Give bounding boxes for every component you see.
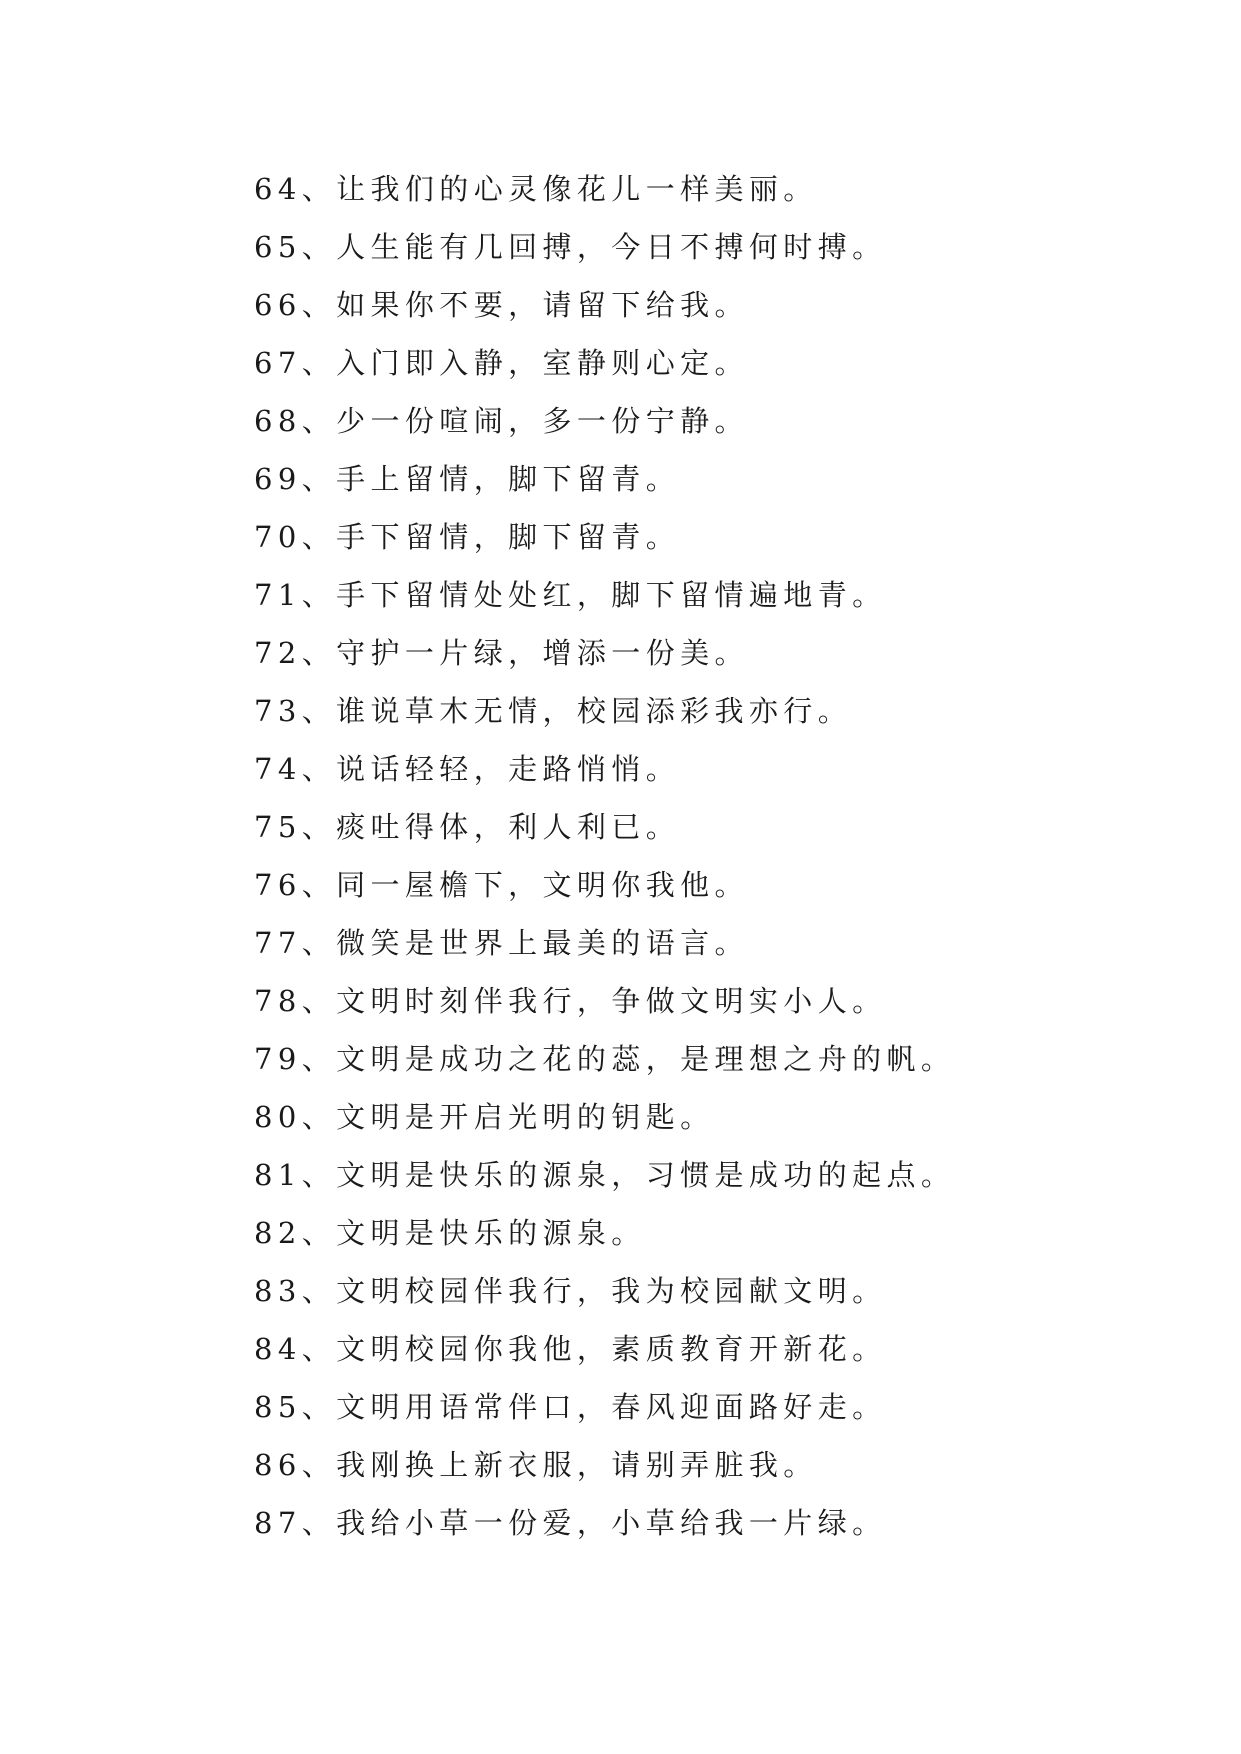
list-item: 66、如果你不要，请留下给我。: [254, 288, 749, 322]
list-item: 65、人生能有几回搏，今日不搏何时搏。: [254, 230, 887, 264]
list-item: 72、守护一片绿，增添一份美。: [254, 636, 749, 670]
list-item: 87、我给小草一份爱，小草给我一片绿。: [254, 1506, 887, 1540]
list-item: 86、我刚换上新衣服，请别弄脏我。: [254, 1448, 818, 1482]
list-item: 83、文明校园伴我行，我为校园献文明。: [254, 1274, 887, 1308]
list-item: 81、文明是快乐的源泉，习惯是成功的起点。: [254, 1158, 956, 1192]
list-item: 70、手下留情，脚下留青。: [254, 520, 681, 554]
list-item: 69、手上留情，脚下留青。: [254, 462, 681, 496]
list-item: 73、谁说草木无情，校园添彩我亦行。: [254, 694, 853, 728]
list-item: 80、文明是开启光明的钥匙。: [254, 1100, 715, 1134]
list-item: 82、文明是快乐的源泉。: [254, 1216, 646, 1250]
list-item: 67、入门即入静，室静则心定。: [254, 346, 749, 380]
list-item: 84、文明校园你我他，素质教育开新花。: [254, 1332, 887, 1366]
list-item: 77、微笑是世界上最美的语言。: [254, 926, 749, 960]
slogan-list: [254, 160, 955, 1552]
list-item: 79、文明是成功之花的蕊，是理想之舟的帆。: [254, 1042, 956, 1076]
list-item: 76、同一屋檐下，文明你我他。: [254, 868, 749, 902]
list-item: 78、文明时刻伴我行，争做文明实小人。: [254, 984, 887, 1018]
list-item: 68、少一份喧闹，多一份宁静。: [254, 404, 749, 438]
list-item: 71、手下留情处处红，脚下留情遍地青。: [254, 578, 887, 612]
list-item: 85、文明用语常伴口，春风迎面路好走。: [254, 1390, 887, 1424]
list-item: 74、说话轻轻，走路悄悄。: [254, 752, 681, 786]
list-item: 64、让我们的心灵像花儿一样美丽。: [254, 172, 818, 206]
list-item: 75、痰吐得体，利人利已。: [254, 810, 681, 844]
